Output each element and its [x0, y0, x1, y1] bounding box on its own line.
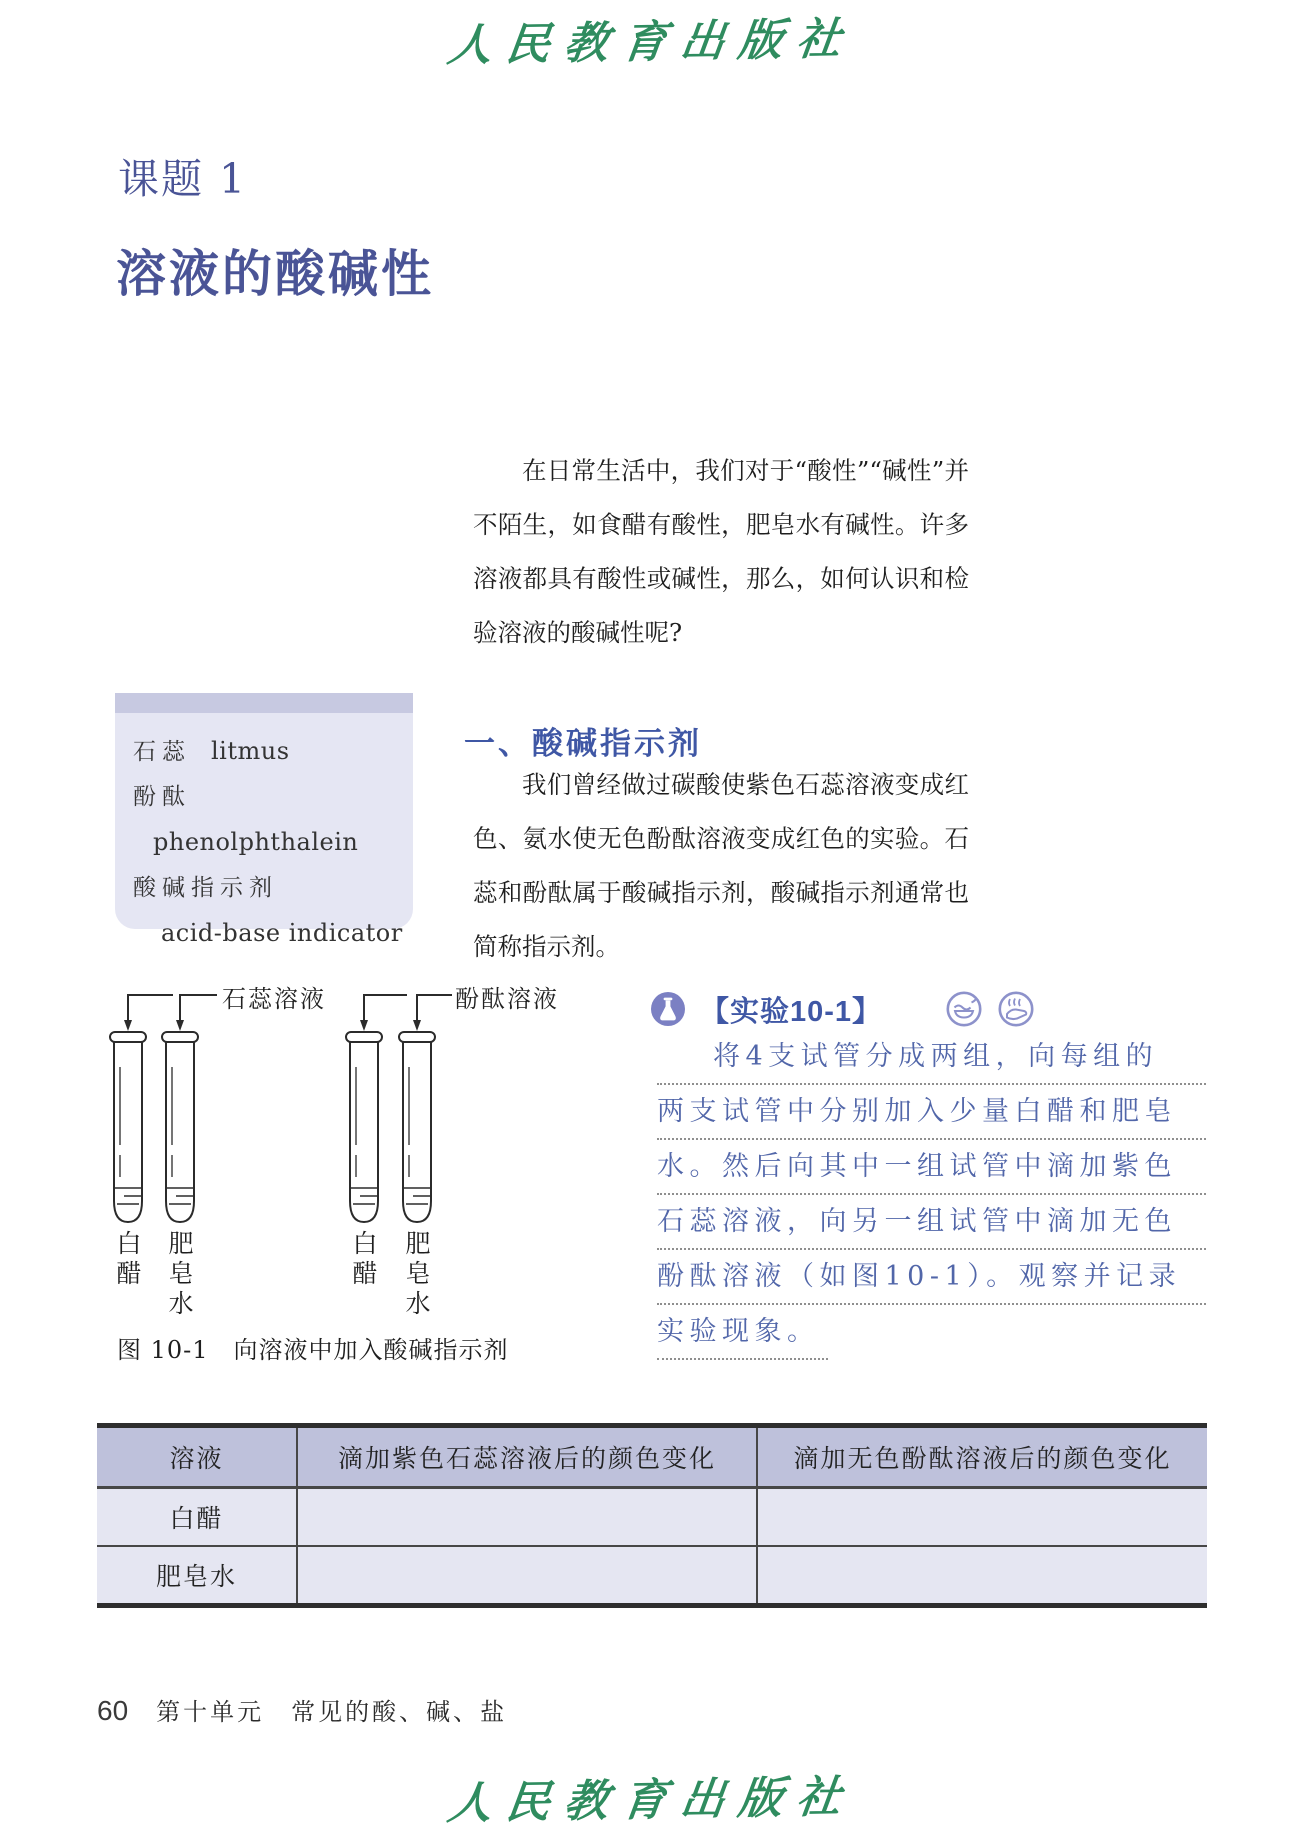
- page-footer: [97, 1692, 507, 1727]
- experiment-line: 两支试管中分别加入少量白醋和肥皂: [657, 1085, 1206, 1140]
- vocab-item-litmus: [133, 729, 413, 775]
- intro-paragraph: 在日常生活中，我们对于“酸性”“碱性”并不陌生，如食醋有酸性，肥皂水有碱性。许多溶液都具有酸性或碱性，那么，如何认识和检验溶液的酸碱性呢?: [473, 456, 969, 647]
- vocab-item-indicator-cn: [133, 866, 413, 911]
- tube-label-vinegar: 白醋: [113, 1230, 142, 1290]
- lesson-label: 课题 1: [118, 155, 248, 203]
- tube-label-vinegar: 白醋: [349, 1230, 378, 1290]
- blank-cell: [297, 1546, 757, 1606]
- observation-results-table: [97, 1423, 1207, 1608]
- figure-caption: 图 10-1 向溶液中加入酸碱指示剂: [117, 1336, 509, 1364]
- wash-hands-icon: [996, 989, 1036, 1029]
- blank-cell: [757, 1546, 1207, 1606]
- table-row: [97, 1488, 1207, 1547]
- test-tube: [110, 1032, 146, 1222]
- experiment-line: 将4支试管分成两组，向每组的: [657, 1030, 1206, 1085]
- blank-cell: [757, 1488, 1207, 1547]
- experiment-instructions: [657, 1030, 1206, 1360]
- vocab-en: litmus: [211, 737, 290, 765]
- column-header-litmus: 滴加紫色石蕊溶液后的颜色变化: [297, 1426, 757, 1488]
- vocab-cn: 酚酞: [133, 784, 191, 810]
- vocab-item-phenolphthalein: [133, 775, 413, 866]
- vocabulary-box: [115, 693, 413, 947]
- row-label-vinegar: 白醋: [97, 1488, 297, 1547]
- table-header-row: [97, 1426, 1207, 1488]
- tube-label-soapy-water: 肥皂水: [165, 1230, 194, 1320]
- tube-label-soapy-water: 肥皂水: [402, 1230, 431, 1320]
- experiment-line: 实验现象。: [657, 1305, 828, 1360]
- vocab-cn: 酸碱指示剂: [133, 875, 278, 901]
- test-tube: [162, 1032, 198, 1222]
- publisher-logo-text: 人民教育出版社: [444, 1771, 858, 1830]
- row-label-soapy-water: 肥皂水: [97, 1546, 297, 1606]
- vocabulary-list: [115, 713, 413, 957]
- section-heading: 一、酸碱指示剂: [464, 726, 702, 761]
- vocab-item-indicator-en: [133, 911, 413, 957]
- experiment-line: 石蕊溶液，向另一组试管中滴加无色: [657, 1195, 1206, 1250]
- publisher-logo-text: 人民教育出版社: [444, 13, 858, 72]
- page-title: 溶液的酸碱性: [116, 244, 434, 303]
- vocab-en: phenolphthalein: [153, 828, 359, 856]
- figure-label-litmus: 石蕊溶液: [222, 985, 326, 1013]
- publisher-logo-top: [0, 6, 1303, 70]
- vocab-cn: 石蕊: [133, 739, 191, 765]
- experiment-line: 酚酞溶液（如图10-1）。观察并记录: [657, 1250, 1206, 1305]
- figure-test-tubes-diagram: [95, 975, 565, 1227]
- test-tube: [346, 1032, 382, 1222]
- table-row: [97, 1546, 1207, 1606]
- safety-icons: [944, 989, 1036, 1029]
- blank-cell: [297, 1488, 757, 1547]
- publisher-logo-bottom: [0, 1764, 1303, 1828]
- section-paragraph: 我们曾经做过碳酸使紫色石蕊溶液变成红色、氨水使无色酚酞溶液变成红色的实验。石蕊和酚酞属于酸碱指示剂，酸碱指示剂通常也简称指示剂。: [473, 770, 969, 961]
- figure-label-phenolphthalein: 酚酞溶液: [455, 985, 559, 1013]
- page-number: 60: [97, 1695, 129, 1726]
- experiment-flask-icon: [648, 989, 688, 1029]
- column-header-solution: 溶液: [97, 1426, 297, 1488]
- experiment-header: [648, 986, 1036, 1032]
- unit-title: 第十单元 常见的酸、碱、盐: [156, 1698, 508, 1726]
- waste-liquid-icon: [944, 989, 984, 1029]
- experiment-line: 水。然后向其中一组试管中滴加紫色: [657, 1140, 1206, 1195]
- arrowheads: [124, 1020, 421, 1031]
- experiment-title: 【实验10-1】: [700, 995, 883, 1028]
- vocab-en: acid-base indicator: [161, 919, 403, 947]
- vocabulary-box-header-strip: [115, 693, 413, 713]
- test-tube: [399, 1032, 435, 1222]
- column-header-phenolphthalein: 滴加无色酚酞溶液后的颜色变化: [757, 1426, 1207, 1488]
